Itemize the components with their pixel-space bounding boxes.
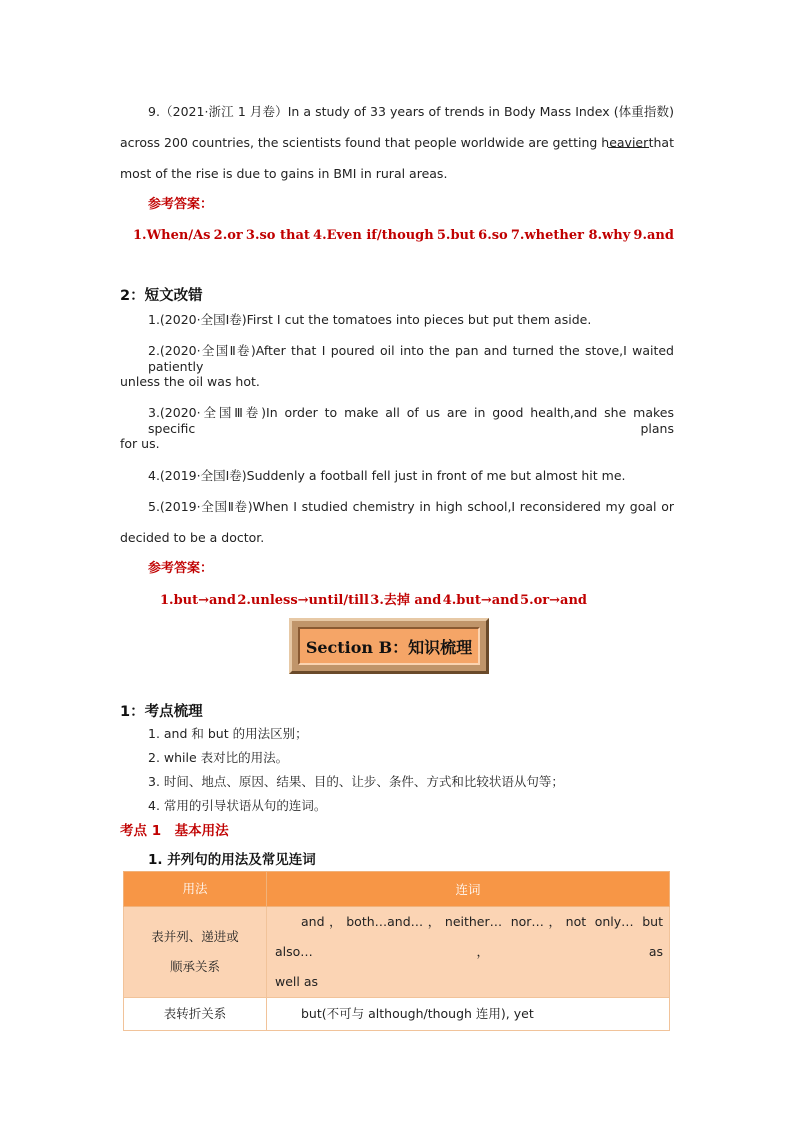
usage-line1: 表并列、递进或 bbox=[151, 929, 239, 944]
answer-1-2: 2.or bbox=[213, 228, 243, 243]
section2-title: 2：短文改错 bbox=[120, 288, 203, 304]
answer-1-3: 3.so that bbox=[245, 228, 310, 243]
kaodian-item-4: 4. 常用的引导状语从句的连词。 bbox=[148, 798, 327, 813]
answer-1-1: 1.When/As bbox=[133, 228, 211, 243]
q9-line2-text: across 200 countries, the scientists found that people worldwide are getting heavier bbox=[120, 135, 649, 150]
table-header-row bbox=[124, 872, 670, 907]
error-2-line1: 2.(2020·全国Ⅱ卷)After that I poured oil into the pan and turned the stove,I waited patiently bbox=[148, 343, 674, 374]
answer-1-5: 5.but bbox=[436, 228, 476, 243]
answer-1-6: 6.so bbox=[478, 228, 508, 243]
answer-2-3: 3.去掉 and bbox=[370, 593, 442, 608]
answer-2-5: 5.or→and bbox=[520, 593, 587, 608]
conj-line1: and，both…and…，neither… nor…，not only… but also… ，as bbox=[275, 914, 663, 959]
error-5-line1: 5.(2019·全国Ⅱ卷)When I studied chemistry in high school,I reconsidered my goal or bbox=[148, 499, 674, 514]
conj-line2: well as bbox=[275, 974, 319, 989]
q9-line3: most of the rise is due to gains in BMI in rural areas. bbox=[120, 166, 448, 181]
q9-line1: 9.（2021·浙江 1 月卷）In a study of 33 years of trends in Body Mass Index (体重指数) bbox=[148, 104, 674, 119]
table-cell-conj: but(不可与 although/though 连用), yet bbox=[267, 998, 670, 1031]
conjunction-table bbox=[123, 871, 670, 1031]
answer-2-4: 4.but→and bbox=[442, 593, 519, 608]
q9-line2 bbox=[120, 135, 674, 151]
section-b-banner bbox=[289, 618, 489, 674]
section-b-title: Section B：知识梳理 bbox=[298, 627, 480, 665]
table-row bbox=[124, 998, 670, 1031]
answer-label-1: 参考答案： bbox=[148, 197, 214, 212]
usage-line2: 顺承关系 bbox=[169, 959, 220, 974]
table-row bbox=[124, 907, 670, 998]
answer-2-2: 2.unless→until/till bbox=[237, 593, 369, 608]
error-3-line1: 3.(2020·全国Ⅲ卷)In order to make all of us are in good health,and she makes specific plans bbox=[148, 405, 674, 436]
kaodian-item-1: 1. and 和 but 的用法区别； bbox=[148, 726, 308, 741]
kaodian-item-3: 3. 时间、地点、原因、结果、目的、让步、条件、方式和比较状语从句等； bbox=[148, 774, 564, 789]
error-2-line2: unless the oil was hot. bbox=[120, 374, 260, 389]
answer-label-2: 参考答案： bbox=[148, 561, 214, 576]
error-3-line2: for us. bbox=[120, 436, 160, 451]
kaodian-title: 1：考点梳理 bbox=[120, 704, 203, 720]
table-cell-usage: 表转折关系 bbox=[124, 998, 267, 1031]
kaodian1-title: 考点 1 基本用法 bbox=[120, 823, 229, 839]
answers-1 bbox=[133, 228, 674, 244]
error-5-line2: decided to be a doctor. bbox=[120, 530, 265, 545]
kaodian-item-2: 2. while 表对比的用法。 bbox=[148, 750, 289, 765]
table-cell-usage bbox=[124, 907, 267, 998]
error-4: 4.(2019·全国Ⅰ卷)Suddenly a football fell just in front of me but almost hit me. bbox=[148, 468, 626, 483]
error-1: 1.(2020·全国Ⅰ卷)First I cut the tomatoes into pieces but put them aside. bbox=[148, 312, 592, 327]
sub1-title: 1. 并列句的用法及常见连词 bbox=[148, 852, 316, 868]
table-cell-conj bbox=[267, 907, 670, 998]
answer-1-7: 7.whether 8.why bbox=[510, 228, 631, 243]
table-header-usage: 用法 bbox=[124, 872, 267, 907]
answer-2-1: 1.but→and bbox=[160, 593, 236, 608]
table-header-conj: 连词 bbox=[267, 872, 670, 907]
answer-1-4: 4.Even if/though bbox=[313, 228, 434, 243]
q9-blank bbox=[608, 135, 648, 148]
answers-2 bbox=[160, 593, 587, 609]
answer-1-8: 9.and bbox=[633, 228, 674, 243]
q9-line2-end: that bbox=[648, 135, 674, 150]
